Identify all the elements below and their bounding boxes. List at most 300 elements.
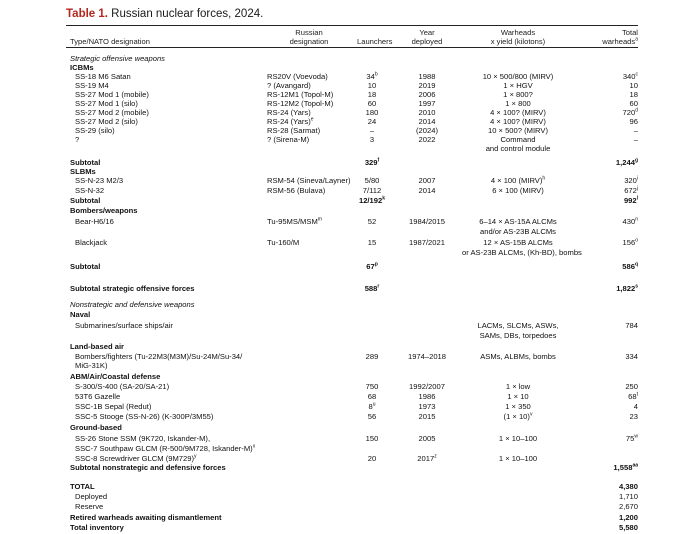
footnote-mark: o — [635, 237, 638, 244]
cell-text: 1984/2015 — [409, 217, 445, 226]
table-row — [0, 217, 700, 227]
cell-text: 289 — [365, 352, 379, 361]
cell-text: Reserve — [75, 502, 104, 511]
col-header-year-line1: Year — [419, 28, 435, 37]
table-row — [0, 196, 700, 206]
cell-text: and/or AS-23B ALCMs — [480, 227, 556, 236]
footnote-mark: aa — [632, 462, 638, 469]
cell-text: ABM/Air/Coastal defense — [70, 372, 161, 381]
cell-text: Subtotal strategic offensive forces — [70, 284, 195, 293]
cell-text: 150 — [365, 434, 379, 443]
table-row — [0, 392, 700, 402]
cell-text: 18 — [629, 90, 638, 99]
cell-c5 — [619, 523, 638, 533]
cell-text: 1,710 — [618, 492, 638, 501]
table-row — [0, 310, 700, 320]
cell-c0 — [70, 513, 222, 523]
cell-text: 75 — [625, 434, 635, 443]
cell-text: 2,670 — [618, 502, 638, 511]
cell-text: 1 × low — [505, 382, 531, 391]
cell-c0 — [75, 434, 210, 444]
cell-text: 720 — [622, 108, 636, 117]
cell-text: 1,558 — [613, 463, 633, 472]
cell-text: Tu-160/M — [267, 238, 300, 247]
cell-c2 — [357, 402, 387, 412]
cell-text: 24 — [367, 117, 377, 126]
cell-text: SS-27 Mod 2 (silo) — [75, 117, 138, 126]
cell-c5 — [619, 502, 638, 512]
footnote-mark: c — [635, 71, 638, 78]
cell-c1 — [267, 186, 325, 196]
cell-c4 — [462, 176, 574, 186]
cell-c4 — [462, 412, 574, 422]
cell-c1 — [267, 238, 299, 248]
cell-text: 340 — [622, 72, 636, 81]
cell-c5 — [622, 262, 638, 272]
table-row — [0, 523, 700, 533]
cell-text: 588 — [364, 284, 378, 293]
cell-text: 2015 — [418, 412, 436, 421]
table-row — [0, 423, 700, 433]
cell-c4 — [462, 382, 574, 392]
cell-c0 — [70, 482, 95, 492]
footnote-mark: s — [635, 283, 638, 290]
cell-c0 — [70, 423, 122, 433]
col-header-total-line2 — [602, 37, 638, 46]
table-row — [0, 402, 700, 412]
footnote-mark: b — [374, 71, 378, 78]
footnote-mark: q — [634, 261, 638, 268]
table-row — [0, 331, 700, 341]
cell-text: 10 × 500/800 (MIRV) — [482, 72, 554, 81]
cell-text: SS-27 Mod 2 (mobile) — [75, 108, 149, 117]
footnote-mark: r — [377, 283, 380, 290]
table-row — [0, 382, 700, 392]
cell-c4 — [462, 392, 574, 402]
cell-c5 — [630, 412, 638, 422]
cell-text: 750 — [365, 382, 379, 391]
cell-c2 — [357, 217, 387, 227]
cell-text: 34 — [366, 72, 375, 81]
table-row — [0, 238, 700, 248]
cell-c2 — [357, 284, 387, 294]
cell-c3 — [400, 186, 454, 196]
cell-c0 — [70, 284, 195, 294]
cell-text: 6–14 × AS-15A ALCMs — [479, 217, 557, 226]
cell-text: SAMs, DBs, torpedoes — [479, 331, 557, 340]
cell-text: 1 × 800 — [505, 99, 531, 108]
cell-text: (2024) — [416, 126, 438, 135]
cell-c5 — [623, 238, 638, 248]
cell-c5 — [613, 463, 638, 473]
col-header-russian-line2: designation — [289, 37, 329, 46]
cell-text: RS-24 (Yars) — [267, 117, 311, 126]
cell-text: ASMs, ALBMs, bombs — [480, 352, 556, 361]
footnote-mark: g — [634, 157, 638, 164]
col-header-warheads-line2: x yield (kilotons) — [490, 37, 546, 46]
cell-text: RS-24 (Yars) — [267, 108, 311, 117]
cell-text: 96 — [629, 117, 638, 126]
cell-text: Total inventory — [70, 523, 124, 532]
cell-text: 329 — [364, 158, 378, 167]
cell-c0 — [75, 382, 169, 392]
cell-text: 5,580 — [618, 523, 638, 532]
cell-c1 — [267, 217, 322, 227]
cell-text: Blackjack — [75, 238, 108, 247]
cell-c4 — [462, 217, 574, 227]
cell-text: 18 — [367, 90, 377, 99]
cell-text: 2010 — [418, 108, 436, 117]
footnote-mark: a — [635, 36, 638, 43]
cell-text: ? — [75, 135, 80, 144]
cell-text: 67 — [366, 262, 375, 271]
cell-c5 — [626, 434, 638, 444]
cell-c0 — [70, 342, 124, 352]
cell-text: TOTAL — [70, 482, 95, 491]
cell-text: 1 × 10 — [507, 392, 529, 401]
cell-text: 2017 — [417, 454, 435, 463]
cell-text: 60 — [367, 99, 377, 108]
cell-text: Subtotal — [70, 196, 101, 205]
cell-c4 — [462, 434, 574, 444]
cell-text: RSM-54 (Sineva/Layner) — [267, 176, 351, 185]
cell-c5 — [625, 321, 638, 331]
cell-text: RS-28 (Sarmat) — [267, 126, 321, 135]
cell-text: 1 × 350 — [505, 402, 531, 411]
cell-c5 — [624, 196, 638, 206]
cell-text: Bombers/weapons — [70, 206, 138, 215]
table-row — [0, 482, 700, 492]
cell-c5 — [619, 482, 638, 492]
cell-c0 — [75, 492, 107, 502]
cell-text: 1 × 800? — [503, 90, 533, 99]
cell-text: 1992/2007 — [409, 382, 445, 391]
cell-c0 — [70, 300, 195, 310]
cell-text: 60 — [629, 99, 638, 108]
cell-text: 10 — [367, 81, 377, 90]
cell-text: 2019 — [418, 81, 436, 90]
cell-text: RS-12M1 (Topol-M) — [267, 90, 334, 99]
cell-text: 430 — [622, 217, 636, 226]
footnote-mark: t — [636, 391, 638, 398]
cell-text: LACMs, SLCMs, ASWs, — [477, 321, 559, 330]
cell-text: 334 — [625, 352, 638, 361]
col-header-russian — [282, 28, 336, 46]
cell-text: Bear-H6/16 — [75, 217, 114, 226]
footnote-mark: i — [636, 175, 638, 182]
cell-text: 10 × 500? (MIRV) — [487, 126, 548, 135]
cell-text: 1,200 — [618, 513, 638, 522]
cell-text: 784 — [625, 321, 638, 330]
cell-text: RS20V (Voevoda) — [267, 72, 328, 81]
col-header-type: Type/NATO designation — [70, 37, 150, 46]
cell-text: SS-29 (silo) — [75, 126, 115, 135]
cell-text: 3 — [369, 135, 375, 144]
table-row — [0, 284, 700, 294]
cell-text: 2022 — [418, 135, 436, 144]
cell-text: 68 — [628, 392, 637, 401]
cell-text: Command — [500, 135, 536, 144]
cell-text: SSC-5 Stooge (SS-N-26) (K-300P/3M55) — [75, 412, 214, 421]
cell-c0 — [70, 463, 226, 473]
cell-c5 — [634, 402, 638, 412]
cell-c3 — [400, 176, 454, 186]
cell-text: RSM-56 (Bulava) — [267, 186, 326, 195]
cell-c0 — [75, 361, 108, 371]
cell-text: 4,380 — [618, 482, 638, 491]
footnote-mark: l — [636, 195, 638, 202]
cell-c0 — [70, 262, 100, 272]
cell-c0 — [75, 186, 104, 196]
cell-text: (1 × 10) — [503, 412, 530, 421]
cell-text: 2014 — [418, 186, 436, 195]
cell-text: Nonstrategic and defensive weapons — [70, 300, 195, 309]
cell-c2 — [357, 176, 387, 186]
col-header-year-line2: deployed — [411, 37, 443, 46]
cell-text: 1988 — [418, 72, 436, 81]
cell-text: 2007 — [418, 176, 436, 185]
cell-text: 672 — [624, 186, 637, 195]
cell-text: Deployed — [75, 492, 108, 501]
cell-text: 52 — [367, 217, 377, 226]
cell-text: SS-27 Mod 1 (silo) — [75, 99, 138, 108]
cell-text: 10 — [629, 81, 638, 90]
footnote-mark: w — [634, 433, 638, 440]
cell-text: 6 × 100 (MIRV) — [492, 186, 544, 195]
cell-c3 — [400, 392, 454, 402]
cell-text: Tu-95MS/MSM — [267, 217, 318, 226]
cell-text: 20 — [367, 454, 377, 463]
cell-text: 1974–2018 — [407, 352, 446, 361]
cell-text: 8 — [368, 402, 373, 411]
cell-c3 — [400, 238, 454, 248]
cell-text: 5/80 — [364, 176, 380, 185]
cell-c2 — [357, 382, 387, 392]
cell-c2 — [357, 238, 387, 248]
top-rule — [66, 25, 638, 26]
cell-text: Subtotal — [70, 262, 101, 271]
footnote-mark: v — [529, 411, 533, 418]
cell-c2 — [357, 434, 387, 444]
cell-c3 — [400, 382, 454, 392]
cell-text: SSC-8 Screwdriver GLCM (9M729) — [75, 454, 194, 463]
cell-c2 — [357, 412, 387, 422]
col-header-launchers: Launchers — [357, 37, 393, 46]
footnote-mark: z — [434, 453, 437, 460]
footnote-mark: e — [310, 116, 314, 123]
table-row — [0, 206, 700, 216]
cell-text: 15 — [367, 238, 377, 247]
cell-c0 — [75, 444, 255, 454]
cell-c0 — [75, 176, 123, 186]
cell-c4 — [462, 238, 574, 248]
cell-c0 — [70, 372, 160, 382]
cell-c2 — [357, 262, 387, 272]
cell-c3 — [400, 434, 454, 444]
cell-text: Naval — [70, 310, 91, 319]
col-header-total — [602, 28, 638, 46]
table-row — [0, 227, 700, 237]
cell-text: Subtotal — [70, 158, 101, 167]
cell-text: MiG-31K) — [75, 361, 108, 370]
cell-text: Land-based air — [70, 342, 125, 351]
table-row — [0, 321, 700, 331]
cell-c5 — [619, 513, 638, 523]
cell-c0 — [70, 523, 124, 533]
col-header-russian-line1: Russian — [295, 28, 323, 37]
cell-c4 — [462, 227, 574, 237]
cell-text: 586 — [622, 262, 635, 271]
cell-text: Subtotal nonstrategic and defensive forces — [70, 463, 226, 472]
cell-text: SS-26 Stone SSM (9K720, Iskander-M), — [75, 434, 211, 443]
cell-text: 7/112 — [362, 186, 382, 195]
table-row — [0, 144, 700, 154]
cell-text: – — [633, 126, 638, 135]
table-row — [0, 502, 700, 512]
cell-text: 2005 — [418, 434, 436, 443]
footnote-mark: x — [252, 443, 256, 450]
cell-c0 — [75, 412, 213, 422]
cell-text: SS-N-32 — [75, 186, 105, 195]
footnote-mark: m — [317, 216, 322, 223]
cell-c5 — [619, 492, 638, 502]
cell-text: SSC-7 Southpaw GLCM (R-500/9M728, Iskander-M) — [75, 444, 253, 453]
cell-c0 — [75, 402, 151, 412]
cell-c0 — [75, 238, 107, 248]
cell-c4 — [462, 321, 574, 331]
cell-text: 2014 — [418, 117, 436, 126]
cell-text: 12/192 — [358, 196, 383, 205]
table-row — [0, 444, 700, 454]
cell-text: 1 × HGV — [503, 81, 533, 90]
cell-text: 1,822 — [616, 284, 636, 293]
cell-text: 1997 — [418, 99, 436, 108]
cell-c0 — [75, 321, 173, 331]
cell-text: SS-19 M4 — [75, 81, 109, 90]
cell-text: 53T6 Gazelle — [75, 392, 121, 401]
cell-text: SLBMs — [70, 167, 96, 176]
cell-c4 — [462, 144, 574, 154]
cell-text: ICBMs — [70, 63, 94, 72]
cell-c0 — [75, 392, 120, 402]
cell-text: ? (Avangard) — [267, 81, 311, 90]
table-row — [0, 412, 700, 422]
cell-text: RS-12M2 (Topol-M) — [267, 99, 334, 108]
cell-text: Ground-based — [70, 423, 122, 432]
col-header-total-text: warheads — [602, 37, 636, 46]
cell-text: 1 × 10–100 — [498, 454, 538, 463]
cell-text: 12 × AS-15B ALCMs — [483, 238, 553, 247]
cell-c4 — [462, 402, 574, 412]
cell-text: or AS-23B ALCMs, (Kh-BD), bombs — [462, 248, 582, 257]
header-rule — [66, 47, 638, 48]
footnote-mark: y — [194, 453, 197, 460]
table-row — [0, 186, 700, 196]
cell-c5 — [616, 284, 638, 294]
cell-c5 — [628, 392, 638, 402]
cell-text: Retired warheads awaiting dismantlement — [70, 513, 222, 522]
cell-text: 1987/2021 — [409, 238, 445, 247]
cell-c0 — [70, 310, 90, 320]
cell-text: 156 — [622, 238, 636, 247]
footnote-mark: n — [635, 216, 638, 223]
table-row — [0, 372, 700, 382]
table-row — [0, 463, 700, 473]
cell-text: 23 — [629, 412, 638, 421]
cell-c0 — [75, 217, 114, 227]
cell-text: 320 — [624, 176, 637, 185]
footnote-mark: p — [374, 261, 378, 268]
cell-c0 — [70, 196, 100, 206]
footnote-mark: f — [377, 157, 380, 164]
cell-text: Bombers/fighters (Tu-22M3(M3M)/Su-24M/Su-34/ — [75, 352, 243, 361]
cell-text: SSC-1B Sepal (Redut) — [75, 402, 152, 411]
table-row — [0, 300, 700, 310]
footnote-mark: h — [542, 175, 546, 182]
cell-text: – — [633, 135, 638, 144]
cell-c4 — [462, 248, 582, 258]
col-header-warheads — [462, 28, 574, 46]
cell-c3 — [400, 412, 454, 422]
cell-text: 1 × 10–100 — [498, 434, 538, 443]
cell-c4 — [462, 331, 574, 341]
col-header-total-line1: Total — [621, 28, 638, 37]
cell-text: – — [369, 126, 375, 135]
cell-c0 — [70, 206, 138, 216]
cell-c3 — [400, 217, 454, 227]
cell-text: 4 × 100? (MIRV) — [490, 117, 546, 126]
cell-c1 — [267, 176, 351, 186]
table-row — [0, 513, 700, 523]
cell-text: 250 — [625, 382, 638, 391]
col-header-year — [404, 28, 450, 46]
footnote-mark: u — [372, 401, 376, 408]
cell-c2 — [357, 196, 387, 206]
cell-text: SS-18 M6 Satan — [75, 72, 131, 81]
cell-text: 2006 — [418, 90, 436, 99]
table-row — [0, 492, 700, 502]
footnote-mark: j — [636, 185, 638, 192]
cell-text: and control module — [485, 144, 551, 153]
table-title — [66, 8, 263, 20]
cell-c3 — [400, 402, 454, 412]
table-row — [0, 361, 700, 371]
cell-text: 56 — [367, 412, 377, 421]
table-number: Table 1. — [66, 8, 108, 20]
cell-text: 1986 — [418, 392, 436, 401]
cell-text: Submarines/surface ships/air — [75, 321, 173, 330]
cell-text: 68 — [367, 392, 377, 401]
cell-text: 992 — [623, 196, 637, 205]
table-row — [0, 342, 700, 352]
cell-text: S-300/S-400 (SA-20/SA-21) — [75, 382, 170, 391]
footnote-mark: k — [382, 195, 385, 202]
table-row — [0, 262, 700, 272]
cell-text: 4 × 100 (MIRV) — [490, 176, 543, 185]
cell-text: ? (Sirena-M) — [267, 135, 310, 144]
cell-c0 — [75, 502, 103, 512]
cell-text: 4 × 100? (MIRV) — [490, 108, 546, 117]
table-row — [0, 176, 700, 186]
cell-c5 — [623, 217, 638, 227]
cell-text: 180 — [365, 108, 379, 117]
footnote-mark: d — [635, 107, 638, 114]
col-header-warheads-line1: Warheads — [500, 28, 536, 37]
cell-text: 1,244 — [615, 158, 635, 167]
cell-text: SS-N-23 M2/3 — [75, 176, 124, 185]
cell-text: Strategic offensive weapons — [70, 54, 165, 63]
cell-c4 — [462, 186, 574, 196]
